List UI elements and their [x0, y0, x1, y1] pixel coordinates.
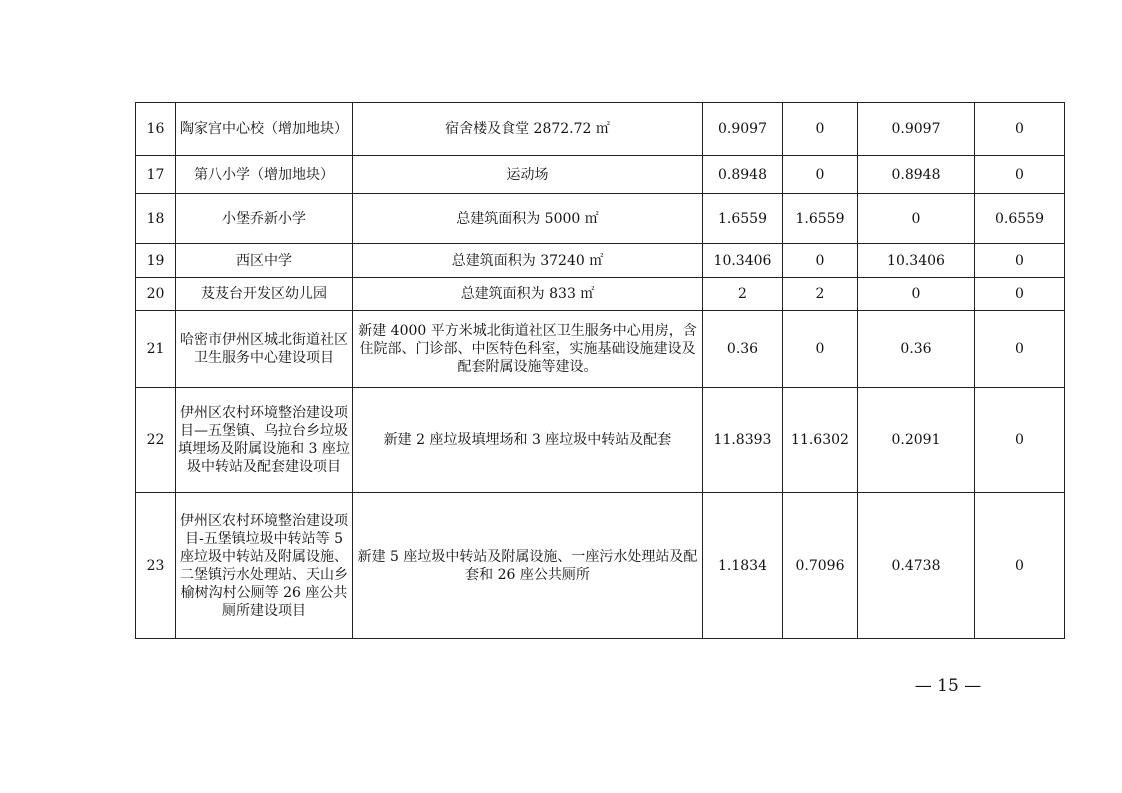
project-name: 芨芨台开发区幼儿园: [176, 278, 353, 311]
project-name: 伊州区农村环境整治建设项目—五堡镇、乌拉台乡垃圾填埋场及附属设施和 3 座垃圾中转站及配套建设项目: [176, 388, 353, 493]
value-cell: 0: [975, 311, 1065, 388]
project-name: 第八小学（增加地块）: [176, 156, 353, 194]
project-content: 总建筑面积为 833 ㎡: [353, 278, 703, 311]
table-row: [136, 311, 1065, 388]
row-number: 21: [136, 311, 176, 388]
project-content: 总建筑面积为 5000 ㎡: [353, 194, 703, 244]
table-row: [136, 278, 1065, 311]
value-cell: 0.8948: [703, 156, 783, 194]
value-cell: 0.4738: [858, 493, 975, 639]
row-number: 16: [136, 103, 176, 156]
value-cell: 1.1834: [703, 493, 783, 639]
project-name: 小堡乔新小学: [176, 194, 353, 244]
table-row: [136, 493, 1065, 639]
value-cell: 0: [783, 103, 858, 156]
value-cell: 0.7096: [783, 493, 858, 639]
project-content: 宿舍楼及食堂 2872.72 ㎡: [353, 103, 703, 156]
project-content: 总建筑面积为 37240 ㎡: [353, 244, 703, 278]
project-name: 伊州区农村环境整治建设项目-五堡镇垃圾中转站等 5 座垃圾中转站及附属设施、二堡镇污水处理站、天山乡榆树沟村公厕等 26 座公共厕所建设项目: [176, 493, 353, 639]
value-cell: 0.9097: [858, 103, 975, 156]
value-cell: 2: [783, 278, 858, 311]
value-cell: 0.36: [703, 311, 783, 388]
value-cell: 0: [783, 244, 858, 278]
project-content: 新建 5 座垃圾中转站及附属设施、一座污水处理站及配套和 26 座公共厕所: [353, 493, 703, 639]
project-land-table: [135, 102, 1065, 639]
row-number: 22: [136, 388, 176, 493]
value-cell: 11.6302: [783, 388, 858, 493]
project-name: 哈密市伊州区城北街道社区卫生服务中心建设项目: [176, 311, 353, 388]
project-name: 陶家宫中心校（增加地块）: [176, 103, 353, 156]
value-cell: 0: [975, 244, 1065, 278]
value-cell: 0: [858, 278, 975, 311]
row-number: 19: [136, 244, 176, 278]
value-cell: 0: [975, 278, 1065, 311]
table-row: [136, 244, 1065, 278]
value-cell: 0: [975, 493, 1065, 639]
project-name: 西区中学: [176, 244, 353, 278]
value-cell: 10.3406: [703, 244, 783, 278]
row-number: 23: [136, 493, 176, 639]
value-cell: 0.6559: [975, 194, 1065, 244]
table-row: [136, 156, 1065, 194]
value-cell: 10.3406: [858, 244, 975, 278]
value-cell: 1.6559: [783, 194, 858, 244]
row-number: 18: [136, 194, 176, 244]
value-cell: 0: [783, 156, 858, 194]
table-row: [136, 388, 1065, 493]
value-cell: 11.8393: [703, 388, 783, 493]
row-number: 20: [136, 278, 176, 311]
value-cell: 0: [858, 194, 975, 244]
value-cell: 1.6559: [703, 194, 783, 244]
table-row: [136, 194, 1065, 244]
value-cell: 2: [703, 278, 783, 311]
value-cell: 0: [975, 388, 1065, 493]
table-row: [136, 103, 1065, 156]
page-number: — 15 —: [914, 676, 982, 696]
value-cell: 0: [975, 103, 1065, 156]
value-cell: 0: [783, 311, 858, 388]
project-content: 新建 2 座垃圾填埋场和 3 座垃圾中转站及配套: [353, 388, 703, 493]
value-cell: 0.36: [858, 311, 975, 388]
project-content: 运动场: [353, 156, 703, 194]
value-cell: 0.9097: [703, 103, 783, 156]
value-cell: 0.8948: [858, 156, 975, 194]
project-content: 新建 4000 平方米城北街道社区卫生服务中心用房，含住院部、门诊部、中医特色科室，实施基础设施建设及配套附属设施等建设。: [353, 311, 703, 388]
row-number: 17: [136, 156, 176, 194]
value-cell: 0: [975, 156, 1065, 194]
value-cell: 0.2091: [858, 388, 975, 493]
